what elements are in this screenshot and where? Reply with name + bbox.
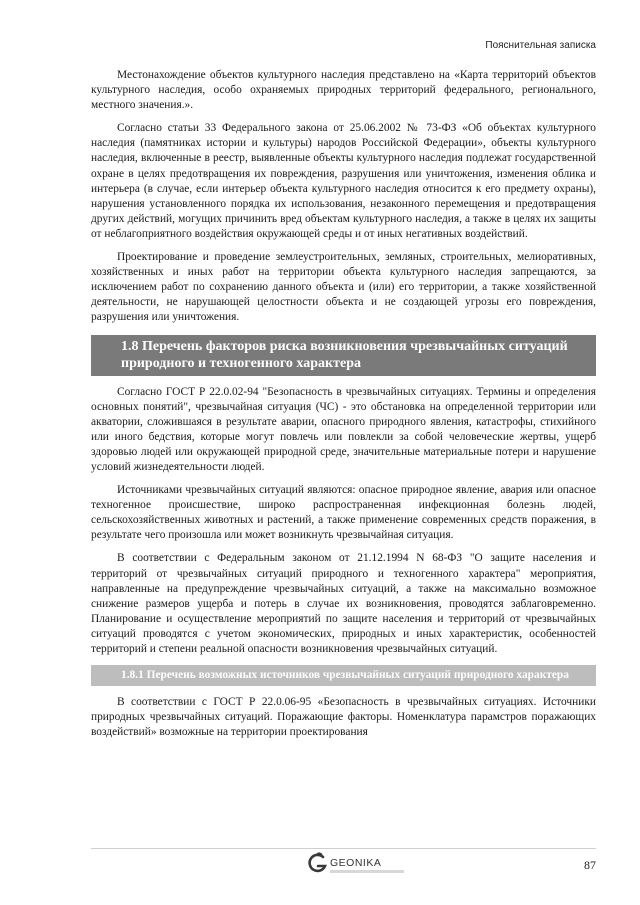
paragraph-gost-natural-sources: В соответствии с ГОСТ Р 22.0.06-95 «Безопасность в чрезвычайных ситуациях. Источники природных чрезвычайных ситуаций. Поражающие факторы. Номенклатура парамстров поражающих воздействий» возможные на территории проектирования: [91, 696, 596, 739]
paragraph-works-prohibited: Проектирование и проведение землеустроительных, земляных, строительных, мелиоративных, хозяйственных и иных работ на территории объекта культурного наследия запрещаются, за исключением работ по сохранению данного объекта и (или) его территории, а также хозяйственной деятельности, не нарушающей целостности объекта и не создающей угрозы его повреждения, разрушения или уничтожения.: [91, 251, 596, 324]
paragraph-gost-definition: Согласно ГОСТ Р 22.0.02-94 "Безопасность в чрезвычайных ситуациях. Термины и определения основных понятий", чрезвычайная ситуация (ЧС) - это обстановка на определенной территории или акватории, сложившаяся в результате аварии, опасного природного явления, катастрофы, стихийного или иного бедствия, которые могут повлечь или повлекли за собой человеческие жертвы, ущерб здоровью людей или окружающей природной среде, значительные материальные потери и нарушение условий жизнедеятельности людей.: [91, 385, 596, 473]
paragraph-heritage-map: Местонахождение объектов культурного наследия представлено на «Карта территорий объектов культурного наследия, особо охраняемых природных территорий федерального, регионального, местного значения.».: [91, 69, 596, 112]
subsection-heading-1-8-1: 1.8.1 Перечень возможных источников чрезвычайных ситуаций природного характера: [91, 665, 596, 686]
geonika-logo: [308, 852, 418, 882]
logo-tagline-bar: [330, 870, 404, 873]
paragraph-emergency-sources: Источниками чрезвычайных ситуаций являются: опасное природное явление, авария или опасное техногенное происшествие, широко распространенная инфекционная болезнь людей, сельскохозяйственных животных и растений, а также применение современных средств поражения, в результате чего произошла или может возникнуть чрезвычайная ситуация.: [91, 484, 596, 542]
page-body: [91, 68, 596, 748]
logo-brand-name: GEONIKA: [330, 857, 382, 869]
paragraph-article-33: Согласно статьи 33 Федерального закона от 25.06.2002 № 73-ФЗ «Об объектах культурного наследия (памятниках истории и культуры) народов Российской Федерации», объекты культурного наследия, включенные в реестр, выявленные объекты культурного наследия подлежат государственной охране в целях предотвращения их повреждения, разрушения или уничтожения, изменения облика и интерьера (в случае, если интерьер объекта культурного наследия относится к его предмету охраны), нарушения установленного порядка их использования, незаконного перемещения и предотвращения других действий, могущих причинить вред объектам культурного наследия, а также в целях их защиты от неблагоприятного воздействия окружающей среды и от иных негативных воздействий.: [91, 122, 596, 240]
footer-divider: [91, 848, 596, 849]
running-header: Пояснительная записка: [485, 40, 596, 51]
page-number: 87: [584, 858, 596, 872]
section-heading-1-8: 1.8 Перечень факторов риска возникновения чрезвычайных ситуаций природного и техногенного характера: [91, 335, 596, 376]
paragraph-federal-law-68: В соответствии с Федеральным законом от 21.12.1994 N 68-ФЗ "О защите населения и территорий от чрезвычайных ситуаций природного и техногенного характера" мероприятия, направленные на предупреждение чрезвычайных ситуаций, а также на максимально возможное снижение размеров ущерба и потерь в случае их возникновения, проводятся заблаговременно. Планирование и осуществление мероприятий по защите населения и территорий от чрезвычайных ситуаций проводятся с учетом экономических, природных и иных характеристик, особенностей территорий и степени реальной опасности возникновения чрезвычайных ситуаций.: [91, 552, 596, 655]
geonika-logo-icon: [308, 852, 328, 876]
